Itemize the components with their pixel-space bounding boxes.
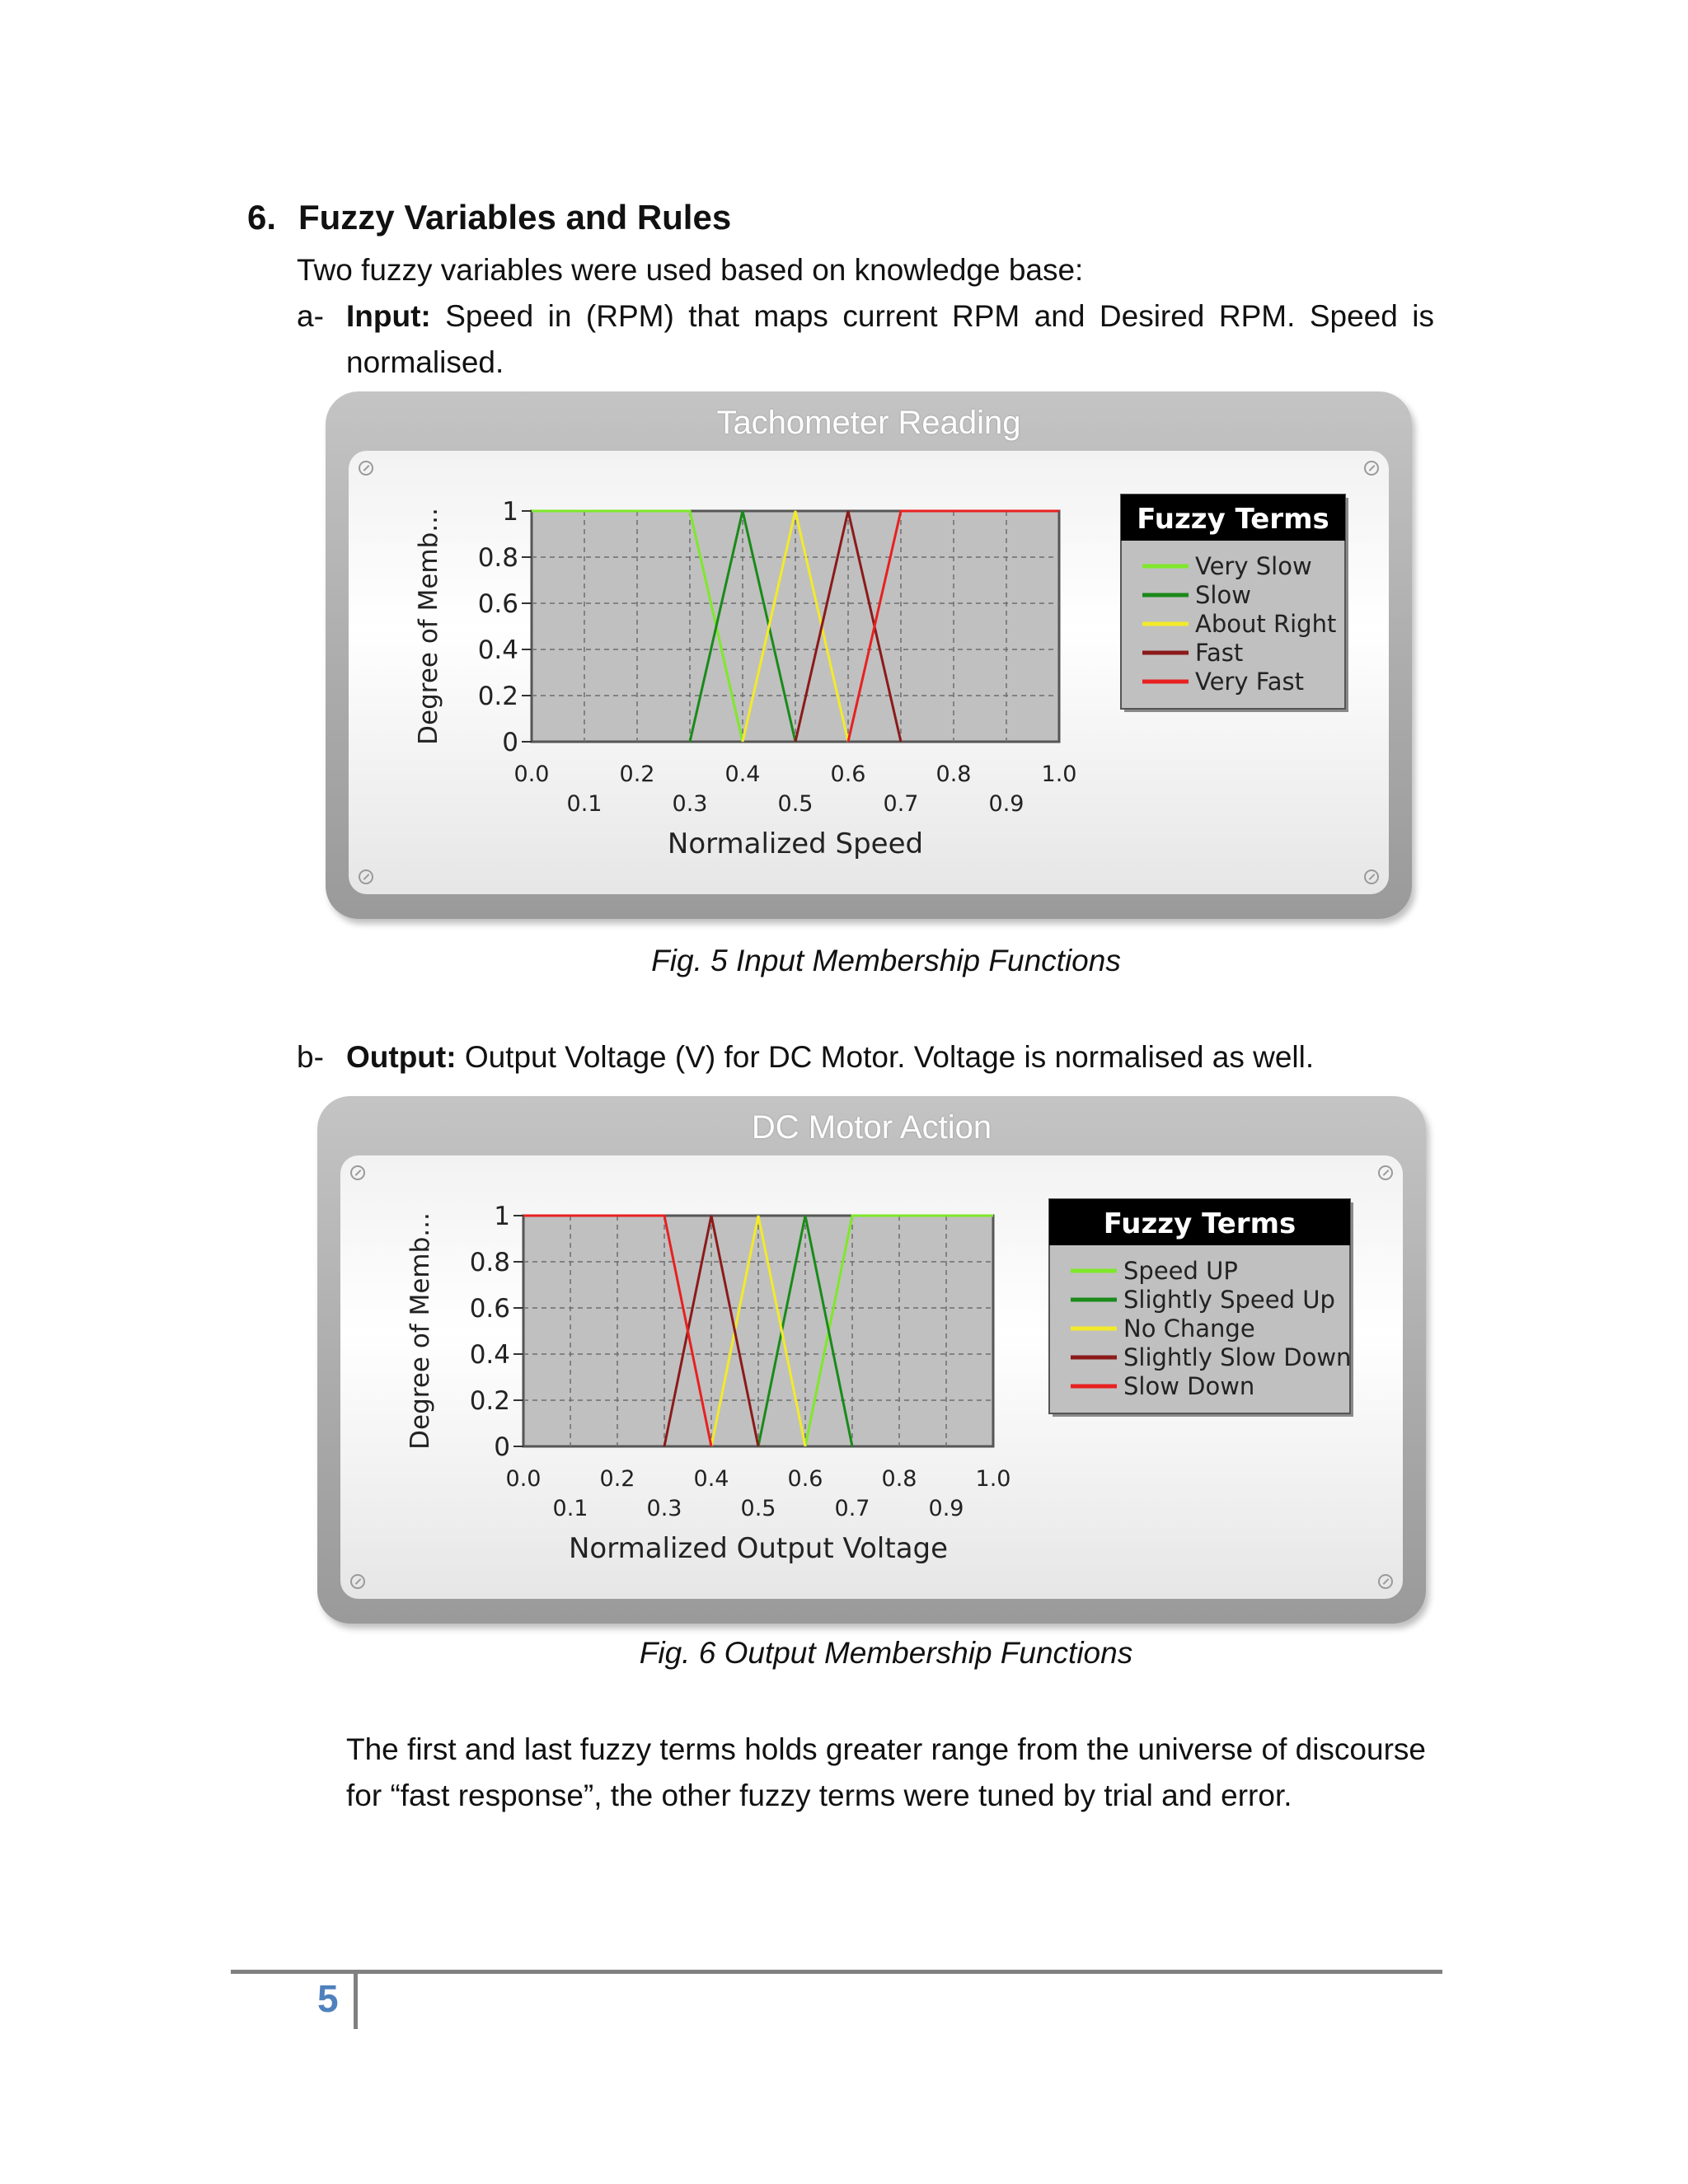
legend-entry: Speed UP [1123, 1257, 1238, 1285]
input-item-line1 [346, 293, 1434, 340]
output-item-label: b- [297, 1040, 324, 1074]
section-title: Fuzzy Variables and Rules [298, 198, 732, 237]
footer-separator [354, 1971, 358, 2029]
y-tick-label: 0 [502, 728, 518, 757]
y-tick-label: 0.4 [477, 635, 518, 665]
input-item [297, 293, 1434, 340]
x-tick-label: 0.0 [505, 1466, 542, 1492]
input-item-text: Speed in (RPM) that maps current RPM and Desired RPM. Speed is [430, 299, 1434, 333]
x-tick-label: 0.5 [740, 1496, 776, 1521]
plot-area [532, 511, 1059, 742]
x-tick-label: 0.0 [513, 762, 550, 787]
y-tick-label: 0.6 [469, 1294, 510, 1324]
x-tick-label: 0.1 [566, 791, 603, 817]
legend-entry: No Change [1123, 1315, 1255, 1343]
x-tick-label: 0.3 [672, 791, 708, 817]
x-tick-label: 0.9 [988, 791, 1025, 817]
legend-entry: About Right [1195, 610, 1337, 638]
dc-motor-panel-title: DC Motor Action [751, 1109, 992, 1146]
y-tick-label: 0.8 [469, 1248, 510, 1277]
y-tick-label: 0.6 [477, 589, 518, 619]
y-tick-label: 0 [494, 1432, 510, 1462]
x-tick-label: 0.6 [787, 1466, 823, 1492]
fig5-caption: Fig. 5 Input Membership Functions [651, 944, 1121, 977]
x-tick-label: 0.3 [646, 1496, 682, 1521]
input-item-line2: normalised. [346, 345, 504, 379]
x-axis-label: Normalized Speed [667, 827, 924, 860]
x-tick-label: 1.0 [975, 1466, 1011, 1492]
dc-motor-chart [317, 1096, 1426, 1624]
tachometer-chart [326, 391, 1412, 919]
legend-entry: Very Slow [1195, 552, 1312, 580]
intro-text: Two fuzzy variables were used based on knowledge base: [297, 253, 1084, 287]
tachometer-panel-title: Tachometer Reading [716, 405, 1021, 441]
x-tick-label: 1.0 [1041, 762, 1077, 787]
legend-entry: Slightly Speed Up [1123, 1286, 1335, 1314]
x-tick-label: 0.7 [883, 791, 919, 817]
y-tick-label: 1 [494, 1202, 510, 1231]
output-item-bold: Output: [346, 1040, 457, 1074]
x-tick-label: 0.2 [619, 762, 655, 787]
page-number: 5 [317, 1977, 339, 2020]
input-item-bold: Input: [346, 299, 431, 333]
y-tick-label: 0.2 [477, 682, 518, 711]
output-item [297, 1034, 1314, 1080]
y-tick-label: 0.4 [469, 1340, 510, 1370]
tachometer-panel [326, 391, 1412, 919]
legend-entry: Fast [1195, 639, 1244, 667]
section-number: 6. [247, 198, 277, 237]
legend-title: Fuzzy Terms [1137, 503, 1329, 536]
plot-area [523, 1216, 993, 1446]
fig6-caption: Fig. 6 Output Membership Functions [639, 1636, 1133, 1670]
x-tick-label: 0.7 [834, 1496, 870, 1521]
section-heading [247, 198, 731, 237]
output-item-text: Output Voltage (V) for DC Motor. Voltage is normalised as well. [456, 1040, 1315, 1074]
legend-title: Fuzzy Terms [1103, 1207, 1296, 1240]
closing-line2: for “fast response”, the other fuzzy terms were tuned by trial and error. [346, 1779, 1292, 1812]
legend-entry: Slightly Slow Down [1123, 1343, 1352, 1371]
x-tick-label: 0.4 [724, 762, 761, 787]
x-tick-label: 0.4 [693, 1466, 729, 1492]
y-axis-label: Degree of Memb... [406, 1212, 435, 1450]
x-tick-label: 0.9 [928, 1496, 964, 1521]
y-tick-label: 1 [502, 497, 518, 527]
y-tick-label: 0.2 [469, 1386, 510, 1416]
x-tick-label: 0.8 [935, 762, 972, 787]
footer-rule [231, 1970, 1442, 1974]
y-tick-label: 0.8 [477, 543, 518, 573]
x-tick-label: 0.2 [599, 1466, 635, 1492]
x-tick-label: 0.6 [830, 762, 866, 787]
legend-entry: Slow [1195, 581, 1251, 609]
legend-entry: Slow Down [1123, 1372, 1255, 1400]
dc-motor-panel [317, 1096, 1426, 1624]
input-item-label: a- [297, 299, 324, 333]
legend-entry: Very Fast [1195, 668, 1305, 696]
x-axis-label: Normalized Output Voltage [568, 1532, 949, 1565]
x-tick-label: 0.5 [777, 791, 814, 817]
y-axis-label: Degree of Memb... [414, 508, 443, 745]
x-tick-label: 0.8 [881, 1466, 917, 1492]
x-tick-label: 0.1 [552, 1496, 588, 1521]
closing-line1: The first and last fuzzy terms holds greater range from the universe of discourse [346, 1732, 1426, 1766]
